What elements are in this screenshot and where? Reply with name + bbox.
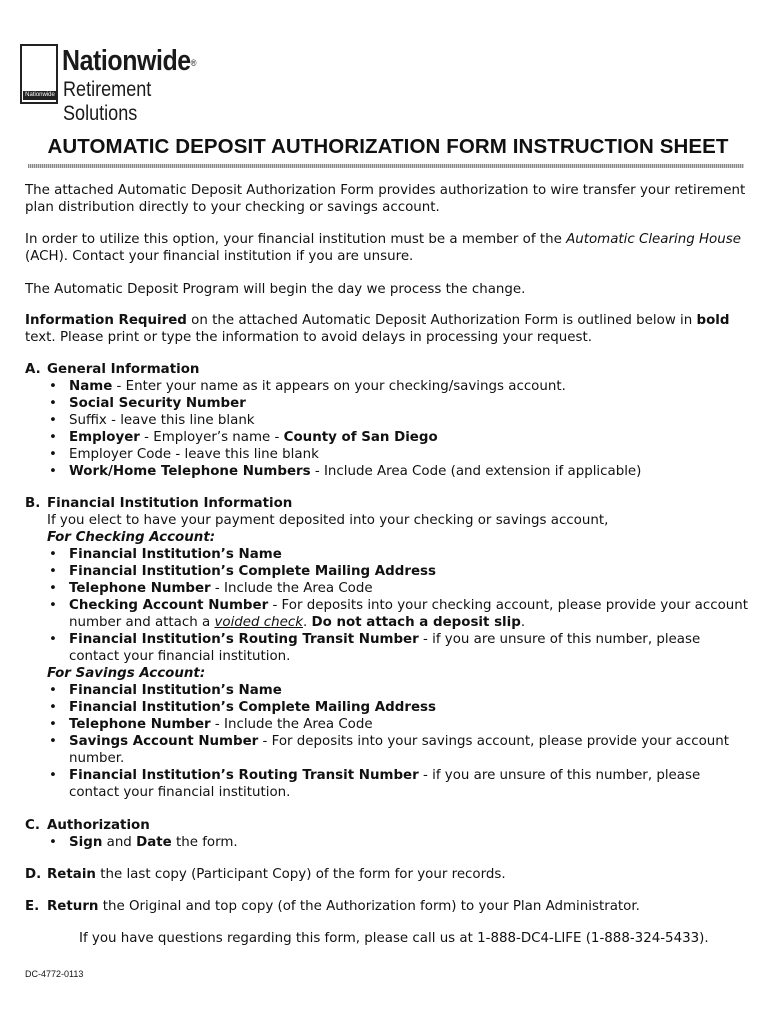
section-b-title: Financial Institution Information: [47, 496, 293, 511]
employer-code-desc: Employer Code - leave this line blank: [69, 447, 319, 462]
logo-name: Nationwide: [62, 45, 191, 77]
list-item: [25, 429, 750, 446]
fi-name-term: Financial Institution’s Name: [69, 547, 282, 562]
retain-desc: the last copy (Participant Copy) of the form for your records.: [95, 867, 506, 882]
ssn-term: Social Security Number: [69, 396, 246, 411]
list-item: [25, 412, 750, 429]
telephone-desc: - Include the Area Code: [210, 717, 373, 732]
checking-list: [25, 546, 750, 665]
suffix-desc: Suffix - leave this line blank: [69, 413, 255, 428]
fi-name-term: Financial Institution’s Name: [69, 683, 282, 698]
section-c-title: Authorization: [47, 818, 150, 833]
voided-check-term: voided check: [214, 615, 303, 630]
contact-help-text: If you have questions regarding this form, please call us at 1-888-DC4-LIFE (1-888-324-5433).: [79, 931, 709, 946]
date-term: Date: [136, 835, 172, 850]
section-b-intro: If you elect to have your payment deposited into your checking or savings account,: [47, 513, 609, 528]
form-code: DC-4772-0113: [25, 969, 84, 979]
deposit-slip-warning: Do not attach a deposit slip: [311, 615, 521, 630]
routing-term: Financial Institution’s Routing Transit Number: [69, 768, 419, 783]
telephone-desc: - Include the Area Code: [210, 581, 373, 596]
nationwide-logo-mark: [20, 44, 58, 104]
list-item: [25, 597, 750, 631]
section-return: [25, 898, 750, 915]
logo-subtitle: Retirement Solutions: [63, 78, 152, 125]
savings-list: [25, 682, 750, 801]
bold-term: bold: [696, 313, 730, 328]
list-item: [25, 716, 750, 733]
intro-paragraph-4: [25, 312, 750, 346]
list-item: [25, 446, 750, 463]
telephone-term: Telephone Number: [69, 717, 211, 732]
checking-desc-3: .: [520, 615, 526, 630]
logo-wordmark: [62, 44, 196, 78]
page-title: AUTOMATIC DEPOSIT AUTHORIZATION FORM INSTRUCTION SHEET: [47, 135, 729, 158]
nationwide-logo: [20, 44, 240, 125]
checking-desc-2: .: [303, 615, 312, 630]
routing-desc: - if you are unsure of this number, please contact your financial institution.: [69, 632, 701, 664]
list-item: [25, 580, 750, 597]
list-item: [25, 631, 750, 665]
return-desc: the Original and top copy (of the Authorization form) to your Plan Administrator.: [98, 899, 640, 914]
routing-term: Financial Institution’s Routing Transit Number: [69, 632, 419, 647]
section-b-heading: [25, 495, 750, 512]
sign-term: Sign: [69, 835, 103, 850]
list-item: [25, 699, 750, 716]
section-retain: [25, 866, 750, 883]
logo-mark-label: Nationwide: [23, 91, 57, 100]
checking-desc: - For deposits into your checking account, please provide your account number and attach a: [69, 598, 749, 630]
name-term: Name: [69, 379, 113, 394]
section-a-letter: A.: [25, 362, 41, 377]
employer-name: County of San Diego: [283, 430, 438, 445]
telephone-term: Telephone Number: [69, 581, 211, 596]
section-c-heading: [25, 817, 750, 834]
phone-term: Work/Home Telephone Numbers: [69, 464, 311, 479]
fi-address-term: Financial Institution’s Complete Mailing Address: [69, 564, 436, 579]
list-item: [25, 395, 750, 412]
section-financial-institution: [25, 495, 750, 801]
list-item: [25, 463, 750, 480]
section-a-heading: [25, 361, 750, 378]
savings-number-term: Savings Account Number: [69, 734, 259, 749]
section-general-information: [25, 361, 750, 480]
authorization-list: [25, 834, 750, 851]
section-b-letter: B.: [25, 496, 41, 511]
ach-term: Automatic Clearing House: [566, 232, 741, 247]
form-text: the form.: [171, 835, 238, 850]
intro-paragraph-1: The attached Automatic Deposit Authorization Form provides authorization to wire transfer your retirement plan distribution directly to your checking or savings account.: [25, 183, 746, 215]
p2-text-c: (ACH). Contact your financial institution if you are unsure.: [25, 249, 414, 264]
list-item: [25, 834, 750, 851]
list-item: [25, 378, 750, 395]
p4-text-d: text. Please print or type the information to avoid delays in processing your request.: [25, 330, 592, 345]
section-authorization: [25, 817, 750, 851]
section-a-title: General Information: [47, 362, 200, 377]
intro-paragraph-2: [25, 231, 750, 265]
registered-mark: ®: [190, 58, 196, 68]
retain-term: Retain: [47, 867, 96, 882]
p4-text-b: on the attached Automatic Deposit Authorization Form is outlined below in: [186, 313, 697, 328]
routing-desc: - if you are unsure of this number, please contact your financial institution.: [69, 768, 701, 800]
list-item: [25, 767, 750, 801]
section-c-letter: C.: [25, 818, 40, 833]
savings-desc: - For deposits into your savings account, please provide your account number.: [69, 734, 729, 766]
employer-desc: - Employer’s name -: [139, 430, 284, 445]
savings-account-heading: For Savings Account:: [47, 666, 206, 681]
list-item: [25, 682, 750, 699]
info-required-term: Information Required: [25, 313, 187, 328]
and-text: and: [102, 835, 137, 850]
list-item: [25, 546, 750, 563]
checking-number-term: Checking Account Number: [69, 598, 269, 613]
section-e-letter: E.: [25, 899, 40, 914]
return-term: Return: [47, 899, 99, 914]
name-desc: - Enter your name as it appears on your checking/savings account.: [112, 379, 566, 394]
list-item: [25, 563, 750, 580]
title-divider: [28, 164, 744, 168]
employer-term: Employer: [69, 430, 140, 445]
phone-desc: - Include Area Code (and extension if applicable): [310, 464, 642, 479]
p2-text-a: In order to utilize this option, your financial institution must be a member of the: [25, 232, 567, 247]
list-item: [25, 733, 750, 767]
fi-address-term: Financial Institution’s Complete Mailing Address: [69, 700, 436, 715]
checking-account-heading: For Checking Account:: [47, 530, 216, 545]
section-d-letter: D.: [25, 867, 42, 882]
general-info-list: [25, 378, 750, 480]
intro-paragraph-3: The Automatic Deposit Program will begin the day we process the change.: [25, 282, 526, 297]
